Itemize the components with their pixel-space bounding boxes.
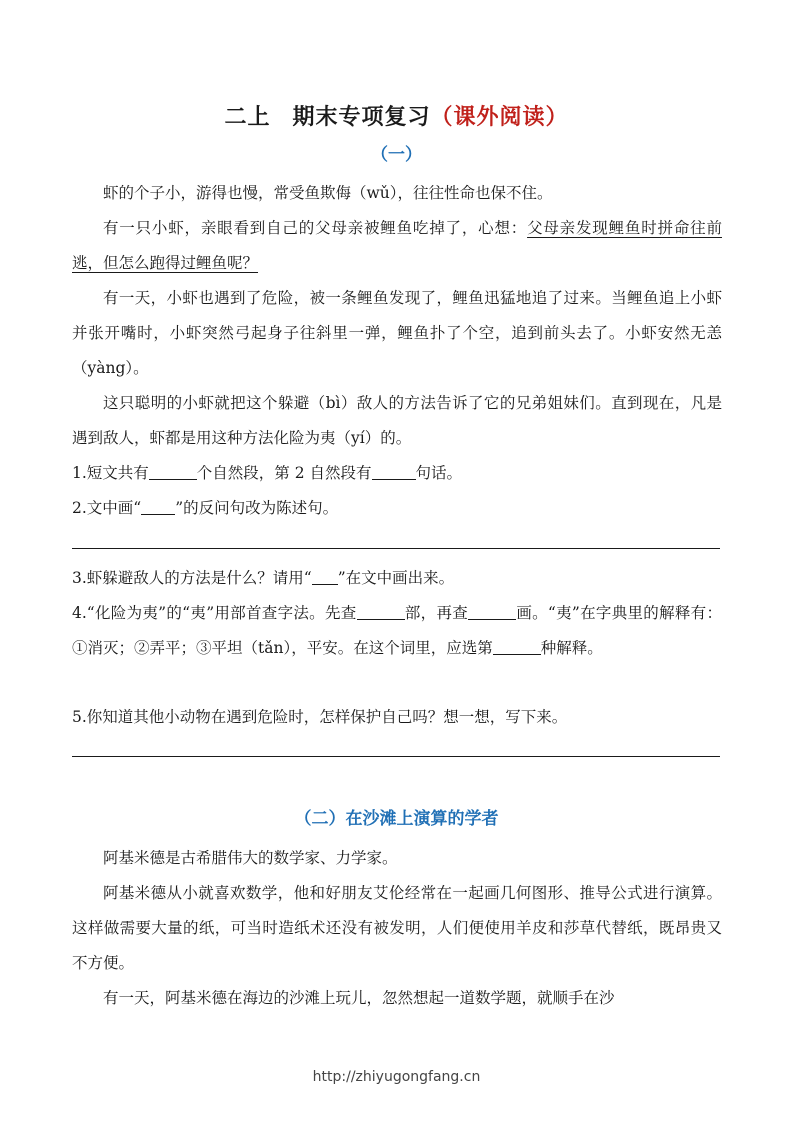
question-1-text-a: 1.短文共有 [72,464,149,482]
section1-para2 [72,211,722,281]
question-5: 5.你知道其他小动物在遇到危险时，怎样保护自己吗？想一想，写下来。 [72,708,568,726]
section2-para1: 阿基米德是古希腊伟大的数学家、力学家。 [103,849,398,867]
answer-line-q2[interactable] [72,548,720,549]
answer-line-q5[interactable] [72,756,720,757]
title-subtitle: （课外阅读） [430,105,569,130]
page-title [0,100,793,131]
question-1-text-c: 句话。 [415,464,463,482]
title-grade: 二上 [224,105,271,130]
question-2-text-a: 2.文中画“ [72,499,142,517]
answer-blank-paragraph-count[interactable] [149,464,197,481]
answer-blank-stroke-count[interactable] [468,604,516,621]
section1-para3: 有一天，小虾也遇到了危险，被一条鲤鱼发现了，鲤鱼迅猛地追了过来。当鲤鱼追上小虾并张开嘴时，小虾突然弓起身子往斜里一弹，鲤鱼扑了个空，追到前头去了。小虾安然无恙（yàng）。 [72,289,722,377]
underline-symbol [312,569,338,586]
answer-blank-meaning[interactable] [493,639,541,656]
section1-heading: （一） [371,145,422,165]
section1-para1: 虾的个子小，游得也慢，常受鱼欺侮（wǔ），往往性命也保不住。 [103,184,553,202]
answer-blank-sentence-count[interactable] [372,464,416,481]
section1-para4: 这只聪明的小虾就把这个躲避（bì）敌人的方法告诉了它的兄弟姐妹们。直到现在，凡是遇到敌人，虾都是用这种方法化险为夷（yí）的。 [72,394,722,447]
title-topic: 期末专项复习 [292,105,431,130]
footer-url: http://zhiyugongfang.cn [312,1069,481,1085]
question-4-text-a: 4.“化险为夷”的“夷”用部首查字法。先查 [72,604,357,622]
question-4-text-c: 画。“夷”在字典里的解释有：①消灭；②弄平；③平坦（tǎn），平安。在这个词里，应选第 [72,604,722,657]
question-2-text-b: ”的反问句改为陈述句。 [175,499,339,517]
section2-para2: 阿基米德从小就喜欢数学，他和好朋友艾伦经常在一起画几何图形、推导公式进行演算。这样做需要大量的纸，可当时造纸术还没有被发明，人们便使用羊皮和莎草代替纸，既昂贵又不方便。 [72,884,722,972]
section2-heading: （二）在沙滩上演算的学者 [294,809,499,829]
question-2 [72,491,722,526]
section1-rhetorical-question: 父母亲发现鲤鱼时拼命往前逃，但怎么跑得过鲤鱼呢？ [72,219,722,272]
question-3-text-b: ”在文中画出来。 [337,569,455,587]
question-3-text-a: 3.虾躲避敌人的方法是什么？请用“ [72,569,312,587]
question-1 [72,456,722,491]
question-4 [72,596,722,666]
answer-blank-radical[interactable] [357,604,405,621]
section1-para2-text: 有一只小虾，亲眼看到自己的父母亲被鲤鱼吃掉了，心想： [103,219,528,237]
question-4-text-d: 种解释。 [540,639,603,657]
question-4-text-b: 部，再查 [404,604,469,622]
section2-para3: 有一天，阿基米德在海边的沙滩上玩儿，忽然想起一道数学题，就顺手在沙 [103,989,615,1007]
underline-symbol [141,499,175,516]
question-3 [72,561,722,596]
question-1-text-b: 个自然段，第 2 自然段有 [196,464,372,482]
